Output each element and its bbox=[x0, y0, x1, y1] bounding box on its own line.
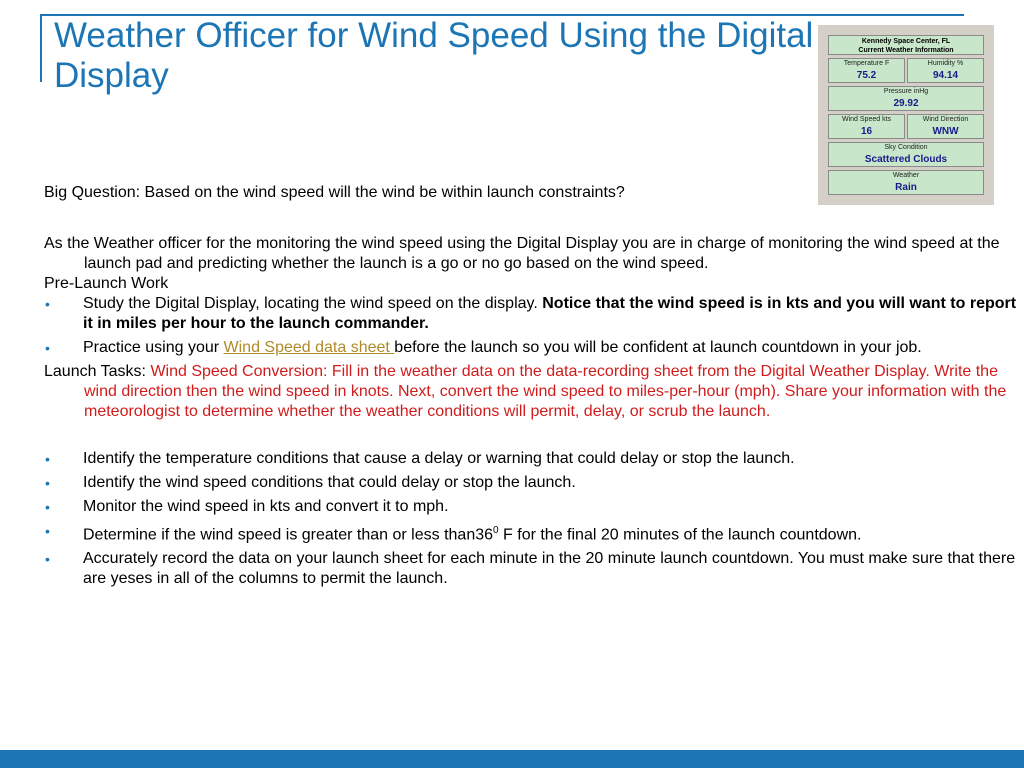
intro-paragraph: As the Weather officer for the monitoring the wind speed using the Digital Display you are in charge of monitoring the wind speed at the launch pad and predicting whether the launch is a go or no go based on the wind speed. bbox=[44, 235, 1000, 272]
weather-value: Rain bbox=[895, 182, 917, 193]
sky-condition-cell bbox=[828, 142, 984, 167]
widget-location: Kennedy Space Center, FL bbox=[861, 38, 951, 45]
bullet-text: Accurately record the data on your launch sheet for each minute in the 20 minute launch countdown. You must make sure that there are yeses in all of the columns to permit the launch. bbox=[83, 550, 1016, 588]
big-question: Big Question: Based on the wind speed will the wind be within launch constraints? bbox=[44, 184, 625, 201]
bullet-text: Study the Digital Display, locating the wind speed on the display. bbox=[83, 295, 543, 312]
slide-title: Weather Officer for Wind Speed Using the Digital Display bbox=[54, 16, 814, 95]
temperature-label: Temperature F bbox=[843, 60, 890, 67]
bullet-dot: • bbox=[45, 340, 50, 356]
humidity-cell bbox=[907, 58, 984, 83]
launch-tasks-paragraph bbox=[44, 362, 1019, 422]
sky-condition-value: Scattered Clouds bbox=[864, 154, 948, 165]
wind-speed-cell bbox=[828, 114, 905, 139]
wind-speed-value: 16 bbox=[860, 126, 873, 137]
conversion-text: Fill in the weather data on the data-recording sheet from the Digital Weather Display. Write the wind direction then the wind speed in knots. Next, convert the wind speed to miles-per-hour (mph). Share your information with the meteorologist to determine whether the weather conditions will permit, delay, or scrub the launch. bbox=[84, 363, 1007, 420]
weather-label: Weather bbox=[892, 172, 920, 179]
task-bullet-monitor bbox=[44, 497, 1019, 517]
humidity-label: Humidity % bbox=[927, 60, 964, 67]
title-accent-bar bbox=[40, 14, 42, 82]
humidity-value: 94.14 bbox=[932, 70, 959, 81]
prelaunch-heading: Pre-Launch Work bbox=[44, 275, 169, 292]
wind-speed-data-sheet-link[interactable]: Wind Speed data sheet bbox=[223, 339, 395, 356]
launch-tasks-colon: : bbox=[141, 363, 151, 380]
widget-subtitle: Current Weather Information bbox=[858, 47, 954, 54]
degree-superscript: 0 bbox=[493, 525, 499, 536]
task-bullet-determine bbox=[44, 521, 1019, 545]
prelaunch-bullet-practice bbox=[44, 338, 1019, 358]
launch-tasks-label: Launch Tasks bbox=[44, 363, 142, 380]
task-bullet-temperature bbox=[44, 449, 1019, 469]
bullet-text: Identify the temperature conditions that cause a delay or warning that could delay or stop the launch. bbox=[83, 450, 795, 467]
pressure-value: 29.92 bbox=[893, 98, 919, 109]
temperature-cell bbox=[828, 58, 905, 83]
footer-bar bbox=[0, 750, 1024, 768]
wind-direction-label: Wind Direction bbox=[922, 116, 969, 123]
bullet-text-after: before the launch so you will be confident at launch countdown in your job. bbox=[394, 339, 922, 356]
bullet-emphasis: Notice that the wind speed is in kts and you will want to report it in miles per hour to the launch commander. bbox=[83, 295, 1017, 332]
slide-body bbox=[44, 183, 1019, 589]
task-bullet-wind-conditions bbox=[44, 473, 1019, 493]
bullet-dot: • bbox=[45, 551, 50, 568]
bullet-text: Identify the wind speed conditions that could delay or stop the launch. bbox=[83, 474, 576, 491]
widget-header bbox=[828, 35, 984, 55]
bullet-text: Determine if the wind speed is greater than or less than36 bbox=[83, 526, 494, 544]
bullet-dot: • bbox=[45, 451, 50, 467]
sky-condition-label: Sky Condition bbox=[884, 144, 928, 151]
wind-speed-label: Wind Speed kts bbox=[841, 116, 892, 123]
wind-direction-cell bbox=[907, 114, 984, 139]
wind-direction-value: WNW bbox=[932, 126, 959, 137]
weather-display-widget bbox=[818, 25, 994, 205]
bullet-dot: • bbox=[45, 499, 50, 515]
pressure-label: Pressure inHg bbox=[883, 88, 929, 95]
task-bullet-record bbox=[44, 549, 1019, 589]
bullet-text: Monitor the wind speed in kts and convert it to mph. bbox=[83, 498, 449, 515]
bullet-dot: • bbox=[45, 523, 50, 539]
pressure-cell bbox=[828, 86, 984, 111]
temperature-value: 75.2 bbox=[856, 70, 877, 81]
bullet-dot: • bbox=[45, 296, 50, 312]
bullet-text-after: F for the final 20 minutes of the launch countdown. bbox=[498, 526, 862, 544]
conversion-label: Wind Speed Conversion: bbox=[150, 363, 328, 380]
bullet-text: Practice using your bbox=[83, 339, 224, 356]
prelaunch-bullet-study bbox=[44, 294, 1019, 334]
bullet-dot: • bbox=[45, 475, 50, 491]
